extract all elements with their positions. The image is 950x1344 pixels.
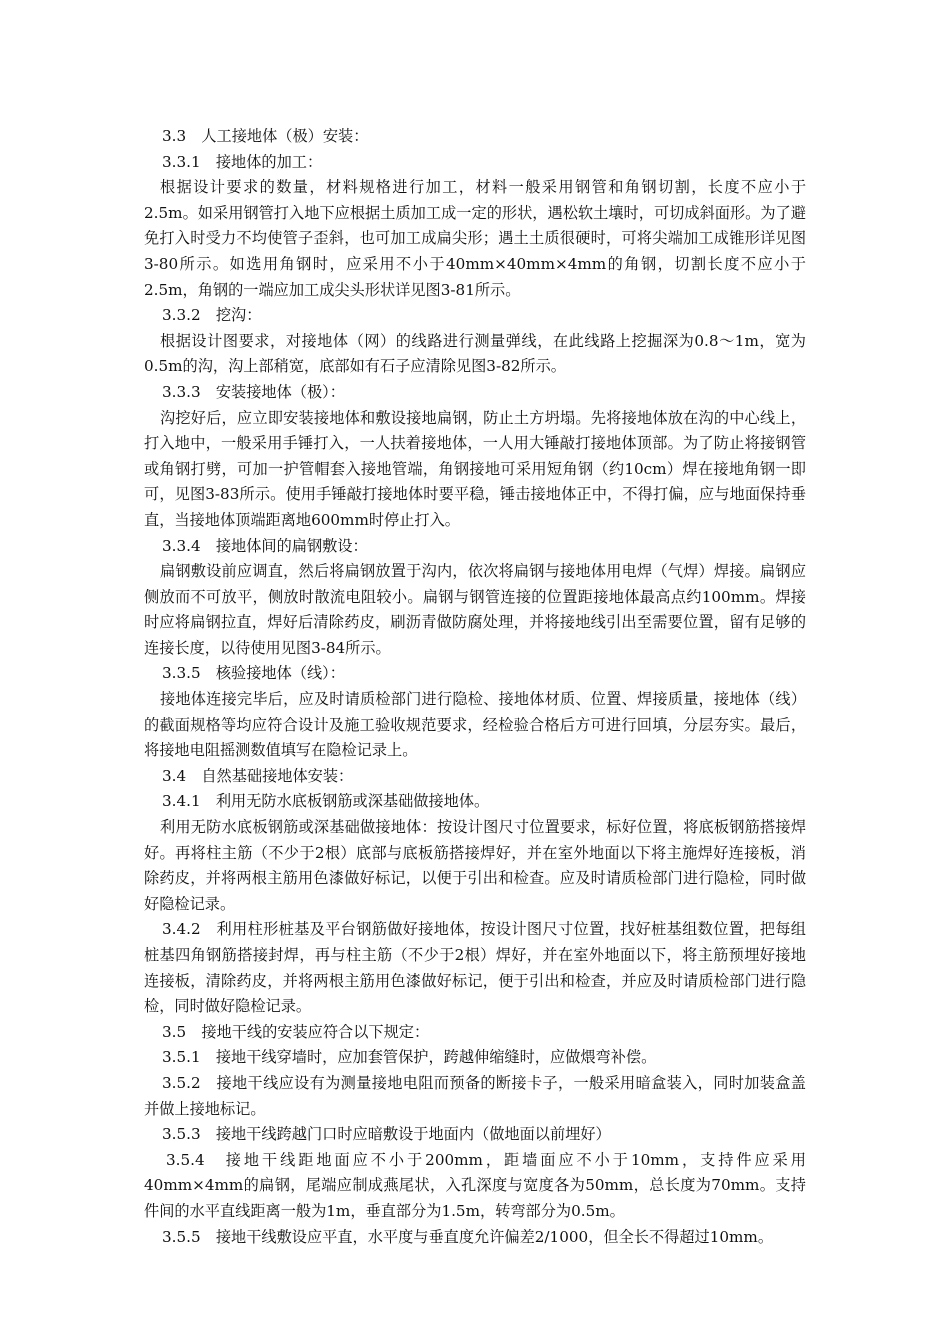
section-heading-3-3-1: 3.3.1 接地体的加工： (162, 152, 323, 171)
paragraph-foundation-rebar: 利用无防水底板钢筋或深基础做接地体：按设计图尺寸位置要求，标好位置，将底板钢筋搭接焊好。再将柱主筋（不少于2根）底部与底板筋搭接焊好，并在室外地面以下将主施焊好连接板，消除药皮，并将两根主筋用色漆做好标记，以便于引出和检查。应及时请质检部门进行隐检，同时做好隐检记录。 (144, 818, 806, 913)
section-heading-3-5: 3.5 接地干线的安装应符合以下规定： (162, 1022, 430, 1041)
section-heading-3-4: 3.4 自然基础接地体安装： (162, 766, 354, 785)
document-body (144, 124, 806, 1250)
section-heading-3-3-5: 3.3.5 核验接地体（线）： (162, 664, 345, 683)
section-heading-3-3-2: 3.3.2 挖沟： (162, 306, 262, 325)
paragraph-3-4-2: 3.4.2 利用柱形桩基及平台钢筋做好接地体，按设计图尺寸位置，找好桩基组数位置，把每组桩基四角钢筋搭接封焊，再与柱主筋（不少于2根）焊好，并在室外地面以下，将主筋预埋好接地连接板，清除药皮，并将两根主筋用色漆做好标记，便于引出和检查，并应及时请质检部门进行隐检，同时做好隐检记录。 (144, 920, 806, 1016)
section-heading-3-3: 3.3 人工接地体（极）安装： (162, 127, 369, 145)
paragraph-electrode-install: 沟挖好后，应立即安装接地体和敷设接地扁钢，防止土方坍塌。先将接地体放在沟的中心线上，打入地中，一般采用手锤打入，一人扶着接地体，一人用大锤敲打接地体顶部。为了防止将接钢管或角钢打劈，可加一护管帽套入接地管端，角钢接地可采用短角钢（约10cm）焊在接地角钢一即可，见图3-83所示。使用手锤敲打接地体时要平稳，锤击接地体正中，不得打偏，应与地面保持垂直，当接地体顶端距离地600mm时停止打入。 (144, 408, 806, 529)
paragraph-3-5-1: 3.5.1 接地干线穿墙时，应加套管保护，跨越伸缩缝时，应做煨弯补偿。 (162, 1048, 657, 1067)
section-heading-3-3-3: 3.3.3 安装接地体（极）： (162, 382, 345, 401)
paragraph-3-5-2: 3.5.2 接地干线应设有为测量接地电阻而预备的断接卡子，一般采用暗盒装入，同时加装盒盖并做上接地标记。 (144, 1073, 806, 1118)
paragraph-trenching: 根据设计图要求，对接地体（网）的线路进行测量弹线，在此线路上挖掘深为0.8～1m，宽为0.5m的沟，沟上部稍宽，底部如有石子应清除见图3-82所示。 (144, 331, 806, 376)
paragraph-3-5-3: 3.5.3 接地干线跨越门口时应暗敷设于地面内（做地面以前埋好） (162, 1125, 611, 1144)
paragraph-electrode-processing: 根据设计要求的数量，材料规格进行加工，材料一般采用钢管和角钢切割，长度不应小于2.5m。如采用钢管打入地下应根据土质加工成一定的形状，遇松软土壤时，可切成斜面形。为了避免打入时受力不均使管子歪斜，也可加工成扁尖形；遇土土质很硬时，可将尖端加工成锥形详见图3-80所示。如选用角钢时，应采用不小于40mm×40mm×4mm的角钢，切割长度不应小于2.5m，角钢的一端应加工成尖头形状详见图3-81所示。 (144, 178, 806, 299)
paragraph-inspection: 接地体连接完毕后，应及时请质检部门进行隐检、接地体材质、位置、焊接质量，接地体（线）的截面规格等均应符合设计及施工验收规范要求，经检验合格后方可进行回填，分层夯实。最后，将接地电阻摇测数值填写在隐检记录上。 (144, 690, 806, 760)
section-heading-3-3-4: 3.3.4 接地体间的扁钢敷设： (162, 536, 368, 555)
paragraph-3-5-5: 3.5.5 接地干线敷设应平直，水平度与垂直度允许偏差2/1000，但全长不得超过10mm。 (162, 1227, 774, 1246)
section-heading-3-4-1: 3.4.1 利用无防水底板钢筋或深基础做接地体。 (162, 792, 490, 811)
paragraph-flat-steel-laying: 扁钢敷设前应调直，然后将扁钢放置于沟内，依次将扁钢与接地体用电焊（气焊）焊接。扁钢应侧放而不可放平，侧放时散流电阻较小。扁钢与钢管连接的位置距接地体最高点约100mm。焊接时应将扁钢拉直，焊好后清除药皮，刷沥青做防腐处理，并将接地线引出至需要位置，留有足够的连接长度，以待使用见图3-84所示。 (144, 562, 806, 657)
paragraph-3-5-4: 3.5.4 接地干线距地面应不小于200mm，距墙面应不小于10mm，支持件应采用40mm×4mm的扁钢，尾端应制成燕尾状，入孔深度与宽度各为50mm，总长度为70mm。支持件间的水平直线距离一般为1m，垂直部分为1.5m，转弯部分为0.5m。 (144, 1150, 806, 1220)
